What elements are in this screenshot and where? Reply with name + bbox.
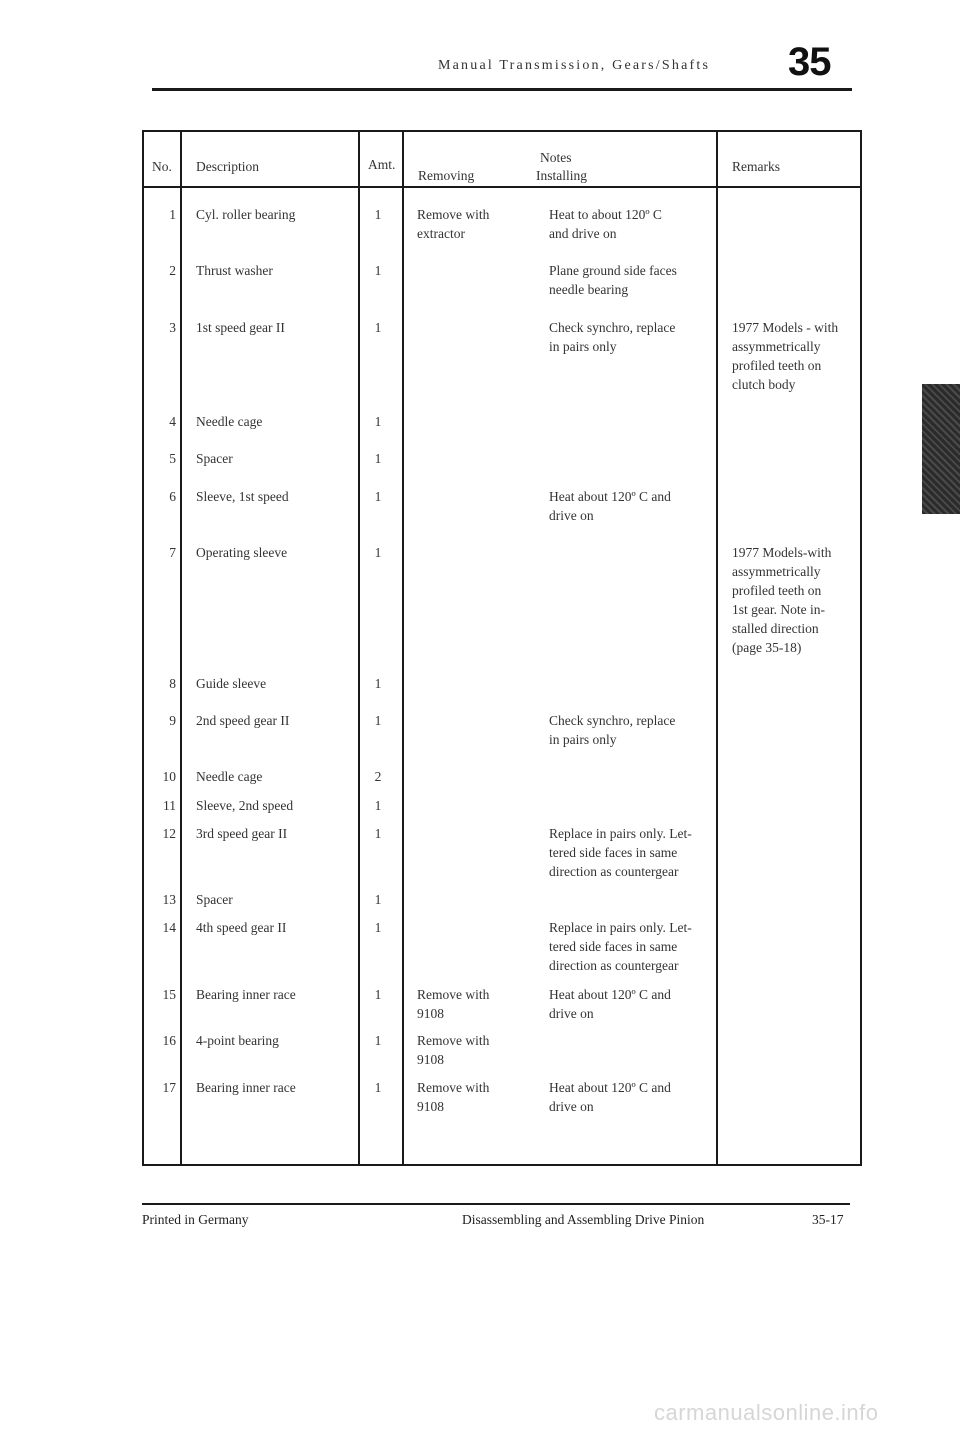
row-amount: 1 — [374, 676, 382, 691]
header-divider — [142, 186, 862, 188]
row-description: Guide sleeve — [196, 676, 267, 691]
row-installing-note: in pairs only — [549, 732, 617, 747]
row-remark: (page 35-18) — [732, 640, 802, 655]
row-description: 4-point bearing — [196, 1033, 279, 1048]
row-installing-note: Heat about 120º C and — [549, 987, 671, 1002]
row-removing-note: extractor — [417, 226, 465, 241]
footer-rule — [142, 1203, 850, 1205]
row-installing-note: Heat about 120º C and — [549, 489, 671, 504]
row-installing-note: drive on — [549, 508, 594, 523]
row-description: 3rd speed gear II — [196, 826, 288, 841]
row-installing-note: tered side faces in same — [549, 845, 678, 860]
row-amount: 2 — [374, 769, 382, 784]
row-number: 4 — [169, 414, 176, 429]
header-rule — [152, 88, 852, 91]
row-remark: 1977 Models-with — [732, 545, 832, 560]
row-amount: 1 — [374, 1033, 382, 1048]
row-number: 12 — [162, 826, 176, 841]
row-description: Cyl. roller bearing — [196, 207, 296, 222]
section-number: 35 — [788, 40, 831, 84]
row-number: 16 — [162, 1033, 176, 1048]
row-removing-note: Remove with — [417, 1080, 490, 1095]
footer-printed: Printed in Germany — [142, 1212, 249, 1227]
row-amount: 1 — [374, 798, 382, 813]
row-amount: 1 — [374, 451, 382, 466]
row-installing-note: Plane ground side faces — [549, 263, 677, 278]
row-amount: 1 — [374, 987, 382, 1002]
row-removing-note: 9108 — [417, 1099, 444, 1114]
row-installing-note: Check synchro, replace — [549, 713, 676, 728]
row-description: Operating sleeve — [196, 545, 288, 560]
row-amount: 1 — [374, 489, 382, 504]
column-divider — [402, 130, 404, 1166]
row-removing-note: Remove with — [417, 1033, 490, 1048]
row-installing-note: drive on — [549, 1006, 594, 1021]
page-number: 35-17 — [812, 1212, 844, 1227]
row-amount: 1 — [374, 263, 382, 278]
row-remark: 1977 Models - with — [732, 320, 839, 335]
row-number: 9 — [169, 713, 176, 728]
row-number: 17 — [162, 1080, 176, 1095]
row-installing-note: in pairs only — [549, 339, 617, 354]
row-description: Thrust washer — [196, 263, 273, 278]
row-remark: assymmetrically — [732, 339, 821, 354]
row-number: 11 — [163, 798, 176, 813]
row-removing-note: 9108 — [417, 1006, 444, 1021]
header-removing: Removing — [418, 168, 475, 183]
row-remark: assymmetrically — [732, 564, 821, 579]
row-removing-note: Remove with — [417, 207, 490, 222]
row-installing-note: tered side faces in same — [549, 939, 678, 954]
row-installing-note: Heat about 120º C and — [549, 1080, 671, 1095]
row-remark: 1st gear. Note in- — [732, 602, 825, 617]
footer-section-title: Disassembling and Assembling Drive Pinion — [462, 1212, 705, 1227]
row-removing-note: 9108 — [417, 1052, 444, 1067]
row-removing-note: Remove with — [417, 987, 490, 1002]
header-amount: Amt. — [368, 157, 396, 172]
row-amount: 1 — [374, 826, 382, 841]
header-remarks: Remarks — [732, 159, 780, 174]
column-divider — [716, 130, 718, 1166]
row-number: 14 — [162, 920, 176, 935]
row-description: 4th speed gear II — [196, 920, 287, 935]
row-amount: 1 — [374, 892, 382, 907]
row-number: 10 — [162, 769, 176, 784]
row-installing-note: direction as countergear — [549, 958, 679, 973]
row-description: Needle cage — [196, 414, 263, 429]
watermark: carmanualsonline.info — [654, 1400, 879, 1425]
row-remark: profiled teeth on — [732, 583, 822, 598]
row-installing-note: Replace in pairs only. Let- — [549, 826, 692, 841]
row-description: 2nd speed gear II — [196, 713, 290, 728]
row-description: Sleeve, 1st speed — [196, 489, 289, 504]
row-amount: 1 — [374, 414, 382, 429]
row-number: 13 — [162, 892, 176, 907]
row-description: Bearing inner race — [196, 987, 296, 1002]
row-description: 1st speed gear II — [196, 320, 285, 335]
row-number: 5 — [169, 451, 176, 466]
row-number: 7 — [169, 545, 176, 560]
header-installing: Installing — [536, 168, 587, 183]
row-amount: 1 — [374, 320, 382, 335]
row-installing-note: direction as countergear — [549, 864, 679, 879]
row-remark: profiled teeth on — [732, 358, 822, 373]
row-description: Needle cage — [196, 769, 263, 784]
row-description: Spacer — [196, 892, 233, 907]
row-number: 3 — [169, 320, 176, 335]
row-installing-note: Check synchro, replace — [549, 320, 676, 335]
row-amount: 1 — [374, 920, 382, 935]
row-remark: clutch body — [732, 377, 796, 392]
row-description: Bearing inner race — [196, 1080, 296, 1095]
row-number: 6 — [169, 489, 176, 504]
row-installing-note: and drive on — [549, 226, 617, 241]
section-tab-marker — [922, 384, 960, 514]
column-divider — [180, 130, 182, 1166]
row-number: 15 — [162, 987, 176, 1002]
header-no: No. — [152, 159, 172, 174]
row-description: Spacer — [196, 451, 233, 466]
row-installing-note: Replace in pairs only. Let- — [549, 920, 692, 935]
header-title: Manual Transmission, Gears/Shafts — [438, 58, 711, 73]
column-divider — [358, 130, 360, 1166]
row-installing-note: drive on — [549, 1099, 594, 1114]
row-number: 2 — [169, 263, 176, 278]
row-description: Sleeve, 2nd speed — [196, 798, 294, 813]
header-description: Description — [196, 159, 259, 174]
row-amount: 1 — [374, 713, 382, 728]
row-number: 1 — [169, 207, 176, 222]
row-installing-note: Heat to about 120º C — [549, 207, 662, 222]
row-amount: 1 — [374, 207, 382, 222]
row-number: 8 — [169, 676, 176, 691]
row-amount: 1 — [374, 1080, 382, 1095]
header-notes: Notes — [540, 150, 572, 165]
row-installing-note: needle bearing — [549, 282, 629, 297]
row-amount: 1 — [374, 545, 382, 560]
row-remark: stalled direction — [732, 621, 819, 636]
